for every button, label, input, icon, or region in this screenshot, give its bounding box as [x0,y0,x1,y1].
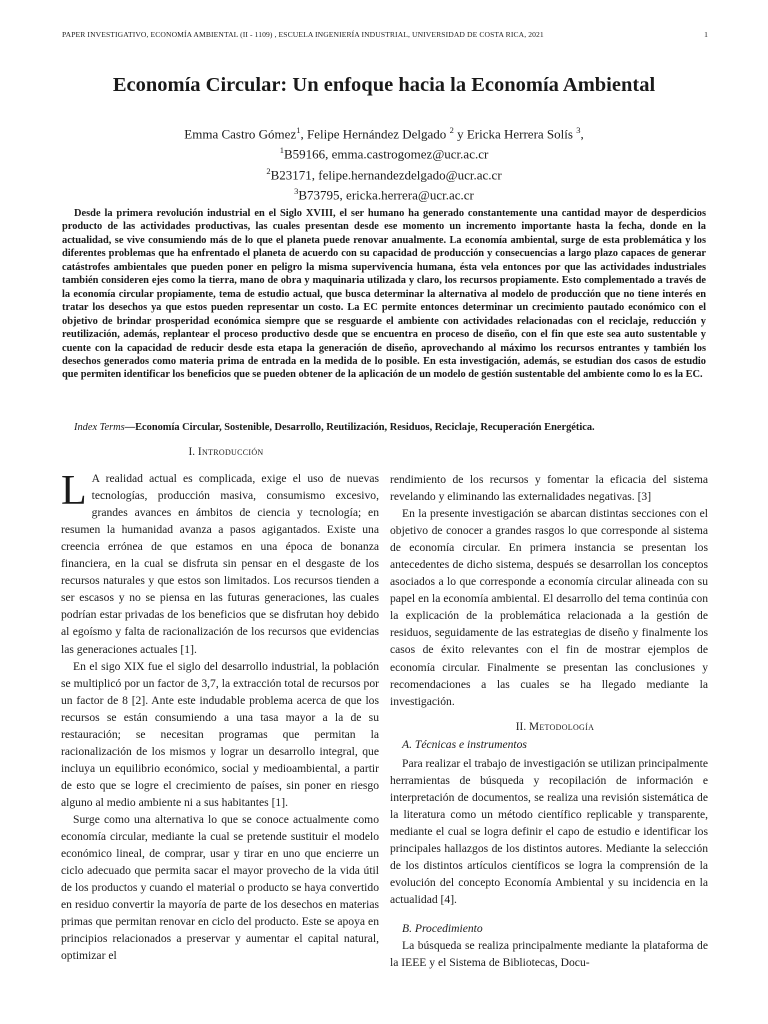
paragraph: La búsqueda se realiza principalmente mediante la plataforma de la IEEE y el Sistema de Bibliotecas, Docu- [390,939,708,970]
section-number: II. [515,720,529,733]
author-sep-1: , Felipe Hernández Delgado [300,126,450,142]
paragraph: Surge como una alternativa lo que se conoce actualmente como economía circular, mediante la cual se pretende sustituir el modelo económico lineal, de comprar, usar y tirar en uno que encierre un ciclo adecuado que permita sacar el mayor provecho de la vida útil de los productos y cuando el material o producto se haya convertido en residuo convertir la mayoría de parte de los desechos en materias primas que permitan renovar en ciclo del producto. Este se apoya en principios relacionados a preservar y aumentar el capital natural, optimizar el [61,812,379,963]
index-terms-label: Index Terms [74,422,125,433]
affiliation-3-mark: 3 [294,185,299,196]
paragraph: En el sigo XIX fue el siglo del desarrollo industrial, la población se multiplicó por un factor de 3,7, la extracción total de recursos por un factor de 8 [2]. Ante este indudable problema acerca de que los recursos se están consumiendo a una tasa mayor a la de su restauración; se necesitan programas que permitan la racionalización de los mismos y lograr un desarrollo integral, que incluya un equilibrio económico, social y medioambiental, a partir de esto que se logre el crecimiento de países, sin poner en riesgo alguno al medio ambiente ni a sus habitantes [1]. [61,659,379,809]
author-names [0,122,768,142]
author-sep-2: y Ericka Herrera Solís [453,126,577,142]
author-end: , [580,126,584,142]
affiliation-2-text: B23171, felipe.hernandezdelgado@ucr.ac.cr [270,166,502,182]
header-text: PAPER INVESTIGATIVO, ECONOMÍA AMBIENTAL (II - 1109) , ESCUELA INGENIERÍA INDUSTRIAL, UNIVERSIDAD DE COSTA RICA, 2021 [62,30,544,39]
index-terms [62,422,706,433]
author-2-mark: 2 [449,125,454,135]
index-terms-text: —Economía Circular, Sostenible, Desarrollo, Reutilización, Residuos, Reciclaje, Recuperación Energética. [124,422,595,433]
abstract: Desde la primera revolución industrial en el Siglo XVIII, el ser humano ha generado constantemente una cantidad mayor de desperdicios producto de las actividades productivas, las cuales presentan desde ese momento un incremento importante hasta la fecha, donde en la actualidad, se vive consumiendo más de lo que el planeta puede renovar anualmente. La economía ambiental, surge de esta problemática y los diferentes problemas que ha enfrentado el planeta de acuerdo con su capacidad de producción y consecuencias a largo plazo capaces de generar catástrofes ambientales que pueden poner en peligro la misma supervivencia humana, ésta vela entonces por que las actividades industriales también consideren ejes como la tierra, mano de obra y maquinaria utilizada y claro, los recursos propiamente. Esto complementado a través de la economía circular propiamente, tema de estudio actual, que busca determinar la alternativa al modelo de producción que no tiene interés en tratar los desechos ya que estos pueden representar un costo. La EC permite entonces determinar un crecimiento pautado económico con el objetivo de brindar prosperidad económica siempre que se resguarde el ambiente con actividades relacionadas con el reciclaje, reducción y reutilización, además, replantear el proceso productivo desde que se encuentra en proceso de diseño, con el fin que este sea auto sustentable y cuente con la capacidad de reducir desde esta etapa la generación de diseño, aprovechando al máximo los recursos entrantes y también los desechos generados como materia prima de entrada en la medida de lo posible. En esta investigación, además, se estudian dos casos de estudio que permiten identificar los beneficios que se pueden obtener de la aplicación de un modelo de gestión sustentable del ambiente como lo es la EC. [62,208,706,381]
left-column [61,444,379,964]
affiliation-2-mark: 2 [266,165,271,176]
section-heading-intro [61,444,379,461]
affiliation-3-text: B73795, ericka.herrera@ucr.ac.cr [298,187,474,203]
running-header [62,30,708,39]
author-block [0,122,768,203]
author-1-mark: 1 [296,125,301,135]
paragraph-text: A realidad actual es complicada, exige el uso de nuevas tecnologías, producción masiva, consumismo excesivo, grandes avances en ámbitos de ciencia y tecnología; en resumen la humanidad avanza a pasos agigantados. Existe una creencia errónea de que estamos en una época de bonanza financiera, en la cual se disfruta sin pensar en el desgaste de los recursos naturales y que estos son limitados. Los recursos tienden a ser escasos y no se piensa en las futuras generaciones, las cuales podrían estar privadas de los beneficios que se disfrutan hoy debido al egoísmo y falta de racionalización de los recursos que evidencias las generaciones actuales [1]. [61,472,379,656]
paragraph: En la presente investigación se abarcan distintas secciones con el objetivo de conocer a grandes rasgos lo que corresponde al sistema de economía circular. En primera instancia se presentan los antecedentes de dicho sistema, después se desarrollan los conceptos asociados a lo que corresponde a economía circular alineada con su papel en la economía ambiental. El desarrollo del tema continúa con la explicación de la problemática relacionada a la gestión de residuos, seguidamente de las estrategias de diseño y finalmente los casos de éxito relevantes con el fin de mostrar ejemplos de economía circular. Finalmente se presentan las conclusiones y recomendaciones a las cuales se ha llegado mediante la investigación. [390,507,708,708]
right-column [390,471,708,971]
author-1: Emma Castro Gómez [184,126,297,142]
affiliation-2 [0,163,768,183]
paragraph: rendimiento de los recursos y fomentar la eficacia del sistema revelando y eliminando las externalidades negativas. [3] [390,473,708,504]
author-3-mark: 3 [576,125,581,135]
section-title: Metodología [528,720,595,733]
affiliation-1-mark: 1 [279,145,284,156]
section-heading-method [390,719,708,736]
paper-title: Economía Circular: Un enfoque hacia la Economía Ambiental [112,74,656,96]
section-number: I. [188,446,198,458]
paragraph [61,470,379,658]
subsection-heading: A. Técnicas e instrumentos [402,737,527,751]
affiliation-3 [0,183,768,203]
drop-cap: L [61,468,87,515]
affiliation-1-text: B59166, emma.castrogomez@ucr.ac.cr [283,146,489,162]
subsection-heading: B. Procedimiento [402,922,483,936]
page-number: 1 [704,30,708,39]
paragraph: Para realizar el trabajo de investigación se utilizan principalmente herramientas de búsqueda y recopilación de información e interpretación de documentos, se realiza una revisión sistemática de la literatura como un método científico replicable y transparente, mediante el cual se logra definir el capo de estudio e identificar los principales hallazgos de los distintos autores. Mediante la selección de los distintos artículos científicos se logra la comprensión de la evolución del concepto Economía Ambiental y su incidencia en la actualidad [4]. [390,756,708,907]
affiliation-1 [0,142,768,162]
section-title: Introducción [197,446,264,458]
